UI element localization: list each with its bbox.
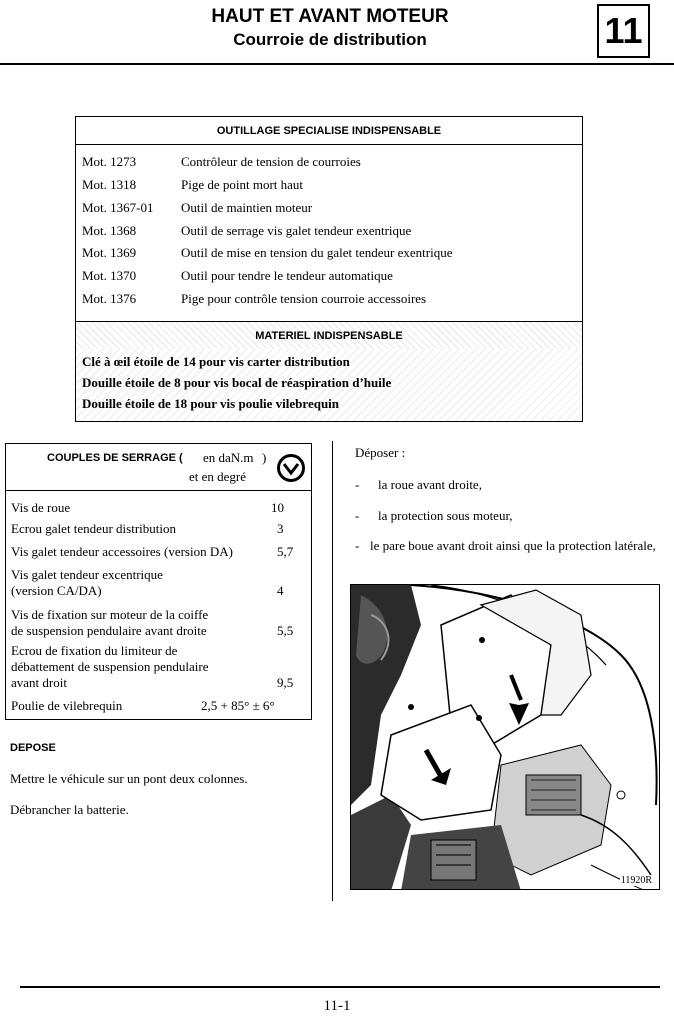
torque-table [5, 443, 312, 720]
torque-row-value: 9,5 [277, 675, 294, 690]
tool-desc: Outil pour tendre le tendeur automatique [181, 268, 393, 283]
page-header [150, 6, 510, 49]
engine-illustration [351, 585, 660, 890]
bullet-dash: - [355, 477, 360, 492]
torque-unit: en daN.m [203, 450, 254, 465]
special-tools-table [75, 116, 583, 422]
tool-ref: Mot. 1367-01 [82, 200, 154, 215]
engine-figure [350, 584, 660, 890]
page-title: HAUT ET AVANT MOTEUR [211, 6, 449, 27]
tool-ref: Mot. 1273 [82, 154, 137, 169]
tool-ref: Mot. 1318 [82, 177, 137, 192]
material-item: Douille étoile de 8 pour vis bocal de réaspiration d’huile [82, 375, 392, 390]
bullet-dash: - [355, 538, 360, 553]
tool-ref: Mot. 1368 [82, 223, 137, 238]
chapter-number: 11 [597, 4, 650, 58]
footer-divider [20, 986, 660, 988]
torque-row-value: 3 [277, 521, 284, 536]
column-divider [332, 441, 333, 901]
header-divider [0, 63, 674, 65]
bullet-dash: - [355, 508, 360, 523]
list-item-text: la protection sous moteur, [378, 508, 513, 523]
tool-ref: Mot. 1370 [82, 268, 137, 283]
torque-row-label: Vis galet tendeur excentrique [11, 567, 163, 582]
torque-row-label: débattement de suspension pendulaire [11, 659, 209, 674]
list-item-text: la roue avant droite, [378, 477, 482, 492]
tool-desc: Pige pour contrôle tension courroie accessoires [181, 291, 427, 306]
torque-row-label: Vis de fixation sur moteur de la coiffe [11, 607, 209, 622]
torque-row-label: Vis de roue [11, 500, 71, 515]
torque-row-value: 2,5 + 85° ± 6° [201, 698, 275, 713]
tool-ref: Mot. 1376 [82, 291, 137, 306]
torque-degree: et en degré [189, 469, 247, 484]
torque-row-label: Ecrou galet tendeur distribution [11, 521, 176, 536]
tool-desc: Outil de mise en tension du galet tendeur exentrique [181, 245, 453, 260]
section-heading: DEPOSE [10, 742, 56, 754]
torque-heading-label: COUPLES DE SERRAGE ( [47, 452, 183, 464]
material-item: Clé à œil étoile de 14 pour vis carter distribution [82, 354, 350, 369]
torque-paren: ) [262, 450, 267, 465]
materials-list [76, 349, 582, 421]
torque-wrench-icon [276, 453, 306, 483]
tool-desc: Contrôleur de tension de courroies [181, 154, 361, 169]
torque-row-label: Poulie de vilebrequin [11, 698, 123, 713]
tool-desc: Pige de point mort haut [181, 177, 304, 192]
list-item-text: le pare boue avant droit ainsi que la protection latérale, [370, 538, 656, 553]
paragraph: Débrancher la batterie. [10, 802, 129, 817]
torque-heading [6, 444, 311, 491]
torque-row-value: 5,7 [277, 544, 294, 559]
tool-desc: Outil de maintien moteur [181, 200, 313, 215]
page-number: 11-1 [323, 998, 351, 1014]
material-item: Douille étoile de 18 pour vis poulie vilebrequin [82, 396, 340, 411]
torque-row-label: Ecrou de fixation du limiteur de [11, 643, 178, 658]
special-tools-heading: OUTILLAGE SPECIALISE INDISPENSABLE [76, 117, 582, 145]
figure-reference: 11920R [620, 875, 652, 886]
torque-row-label: avant droit [11, 675, 67, 690]
torque-row-value: 10 [271, 500, 284, 515]
tool-ref: Mot. 1369 [82, 245, 137, 260]
paragraph: Mettre le véhicule sur un pont deux colonnes. [10, 771, 248, 786]
torque-row-label: de suspension pendulaire avant droite [11, 623, 207, 638]
torque-row-value: 5,5 [277, 623, 294, 638]
tool-desc: Outil de serrage vis galet tendeur exentrique [181, 223, 412, 238]
remove-heading: Déposer : [355, 445, 406, 460]
materials-heading: MATERIEL INDISPENSABLE [76, 321, 582, 351]
page-subtitle: Courroie de distribution [233, 29, 427, 49]
torque-row-value: 4 [277, 583, 284, 598]
torque-row-label: (version CA/DA) [11, 583, 102, 598]
torque-row-label: Vis galet tendeur accessoires (version DA) [11, 544, 233, 559]
